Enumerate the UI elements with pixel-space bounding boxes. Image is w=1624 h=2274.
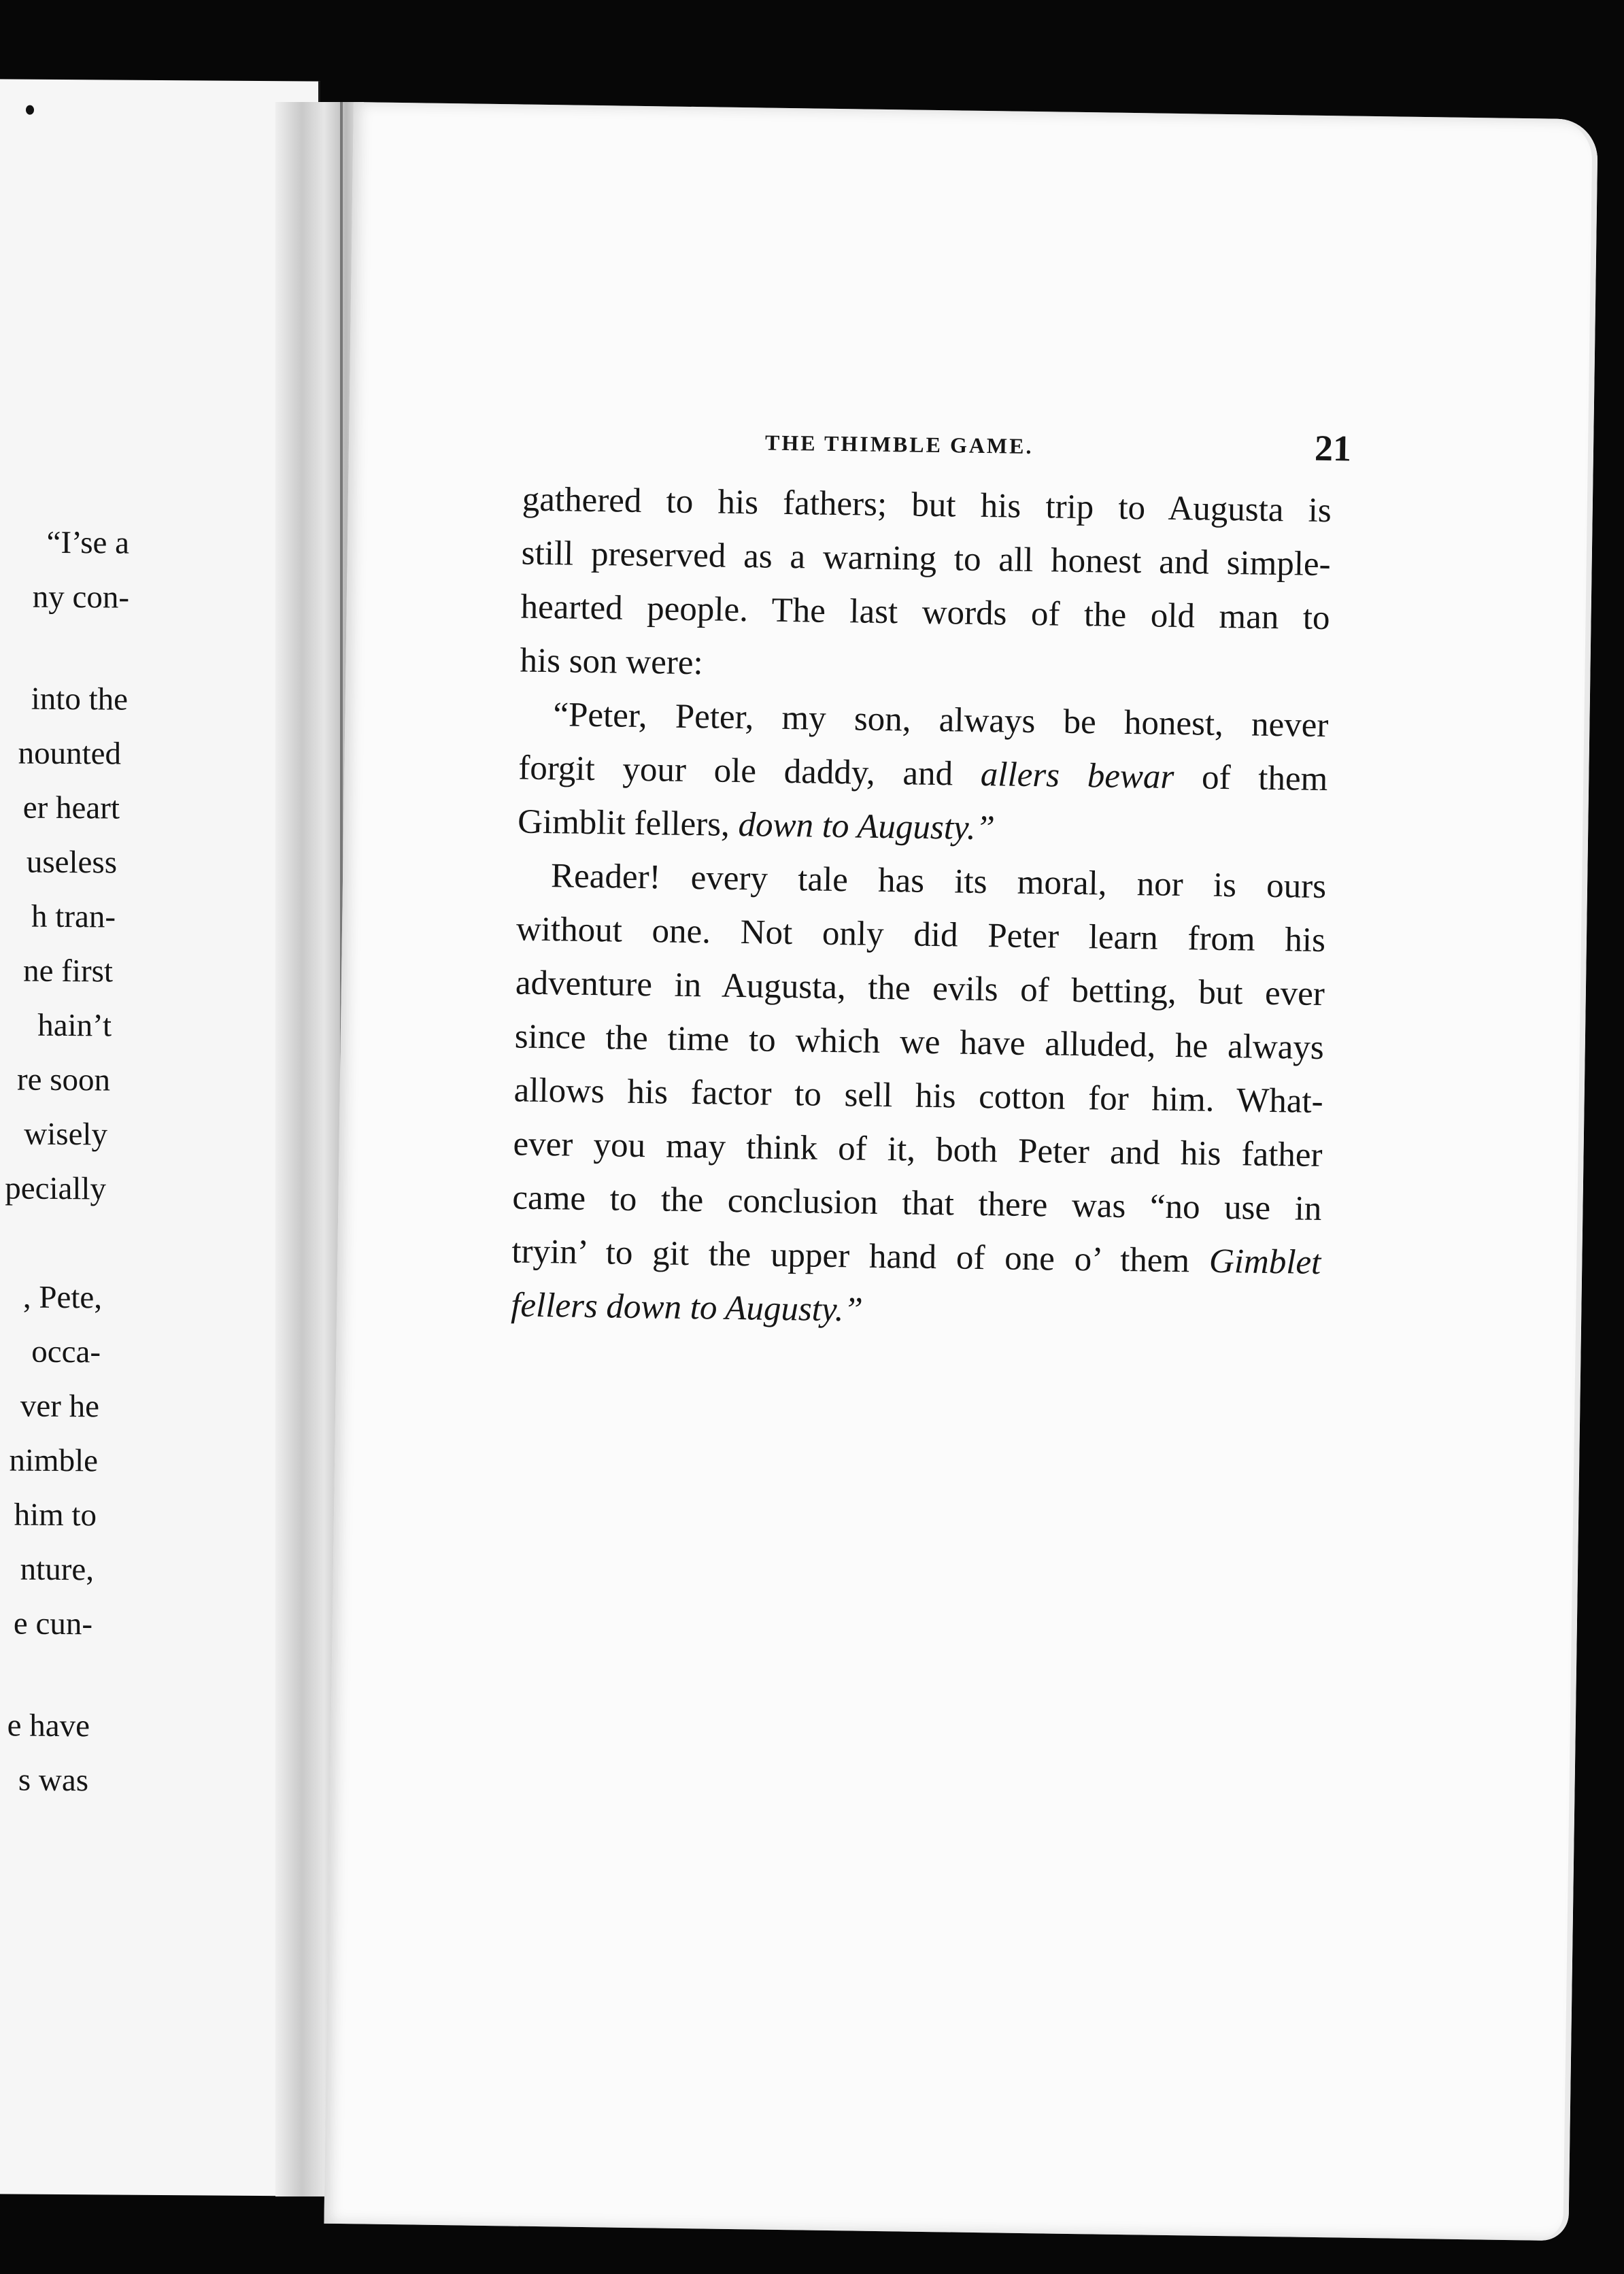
left-fragment: useless bbox=[26, 844, 117, 881]
running-title: THE THIMBLE GAME. bbox=[764, 430, 1034, 459]
left-fragment: hain’t bbox=[37, 1007, 112, 1044]
text-line: came to the conclusion that there was “no use in bbox=[512, 1178, 1322, 1229]
body-text bbox=[511, 473, 1332, 1344]
left-fragment: into the bbox=[31, 681, 128, 717]
italic-run: Gimblet bbox=[1208, 1242, 1321, 1283]
text-line: still preserved as a warning to all honest and simple- bbox=[521, 534, 1332, 584]
page-number: 21 bbox=[1314, 427, 1352, 469]
left-fragment: nture, bbox=[20, 1551, 94, 1588]
text-run: Gimblit fellers, bbox=[517, 802, 730, 844]
left-page bbox=[0, 79, 320, 2196]
left-fragment: e cun- bbox=[13, 1606, 92, 1642]
italic-run: down to Augusty.” bbox=[738, 806, 996, 848]
text-line: allows his factor to sell his cotton for him. What- bbox=[513, 1071, 1324, 1121]
left-fragment: re soon bbox=[16, 1062, 110, 1098]
left-fragment: er heart bbox=[22, 790, 120, 826]
left-fragment: “I’se a bbox=[46, 524, 129, 561]
left-fragment: , Pete, bbox=[22, 1279, 102, 1316]
left-fragment: pecially bbox=[5, 1170, 106, 1207]
text-line: gathered to his fathers; but his trip to Augusta is bbox=[522, 480, 1332, 530]
left-fragment: ny con- bbox=[32, 579, 129, 615]
text-line: since the time to which we have alluded, he always bbox=[514, 1017, 1325, 1068]
text-run: forgit your ole daddy, and bbox=[518, 749, 953, 794]
text-line: without one. Not only did Peter learn from his bbox=[515, 910, 1326, 960]
text-line: ever you may think of it, both Peter and his father bbox=[513, 1125, 1323, 1175]
left-fragment: h tran- bbox=[31, 898, 116, 935]
left-fragment: ver he bbox=[20, 1388, 99, 1425]
left-fragment: ne first bbox=[23, 953, 113, 989]
italic-run: fellers down to Augusty.” bbox=[510, 1286, 864, 1329]
running-head bbox=[522, 419, 1352, 485]
text-line: adventure in Augusta, the evils of betting, but ever bbox=[515, 964, 1325, 1014]
left-fragment: him to bbox=[14, 1497, 97, 1533]
left-fragment: wisely bbox=[24, 1116, 107, 1153]
page-content bbox=[510, 419, 1352, 1344]
left-fragment: nounted bbox=[18, 735, 121, 772]
text-line: his son were: bbox=[520, 641, 704, 683]
text-line: hearted people. The last words of the old man to bbox=[520, 588, 1330, 638]
left-fragment: occa- bbox=[31, 1334, 101, 1370]
right-page bbox=[324, 102, 1597, 2241]
text-run: tryin’ to git the upper hand of one o’ them bbox=[511, 1232, 1190, 1280]
text-line: Reader! every tale has its moral, nor is ours bbox=[550, 857, 1327, 906]
left-fragment: s was bbox=[18, 1762, 88, 1799]
ink-speck bbox=[26, 105, 34, 115]
left-fragment: nimble bbox=[9, 1442, 98, 1479]
text-line bbox=[511, 1278, 1321, 1344]
text-run: of them bbox=[1201, 758, 1328, 799]
text-line: “Peter, Peter, my son, always be honest, never bbox=[553, 696, 1329, 745]
italic-run: allers bewar bbox=[980, 755, 1174, 796]
left-fragment: e have bbox=[7, 1708, 90, 1744]
